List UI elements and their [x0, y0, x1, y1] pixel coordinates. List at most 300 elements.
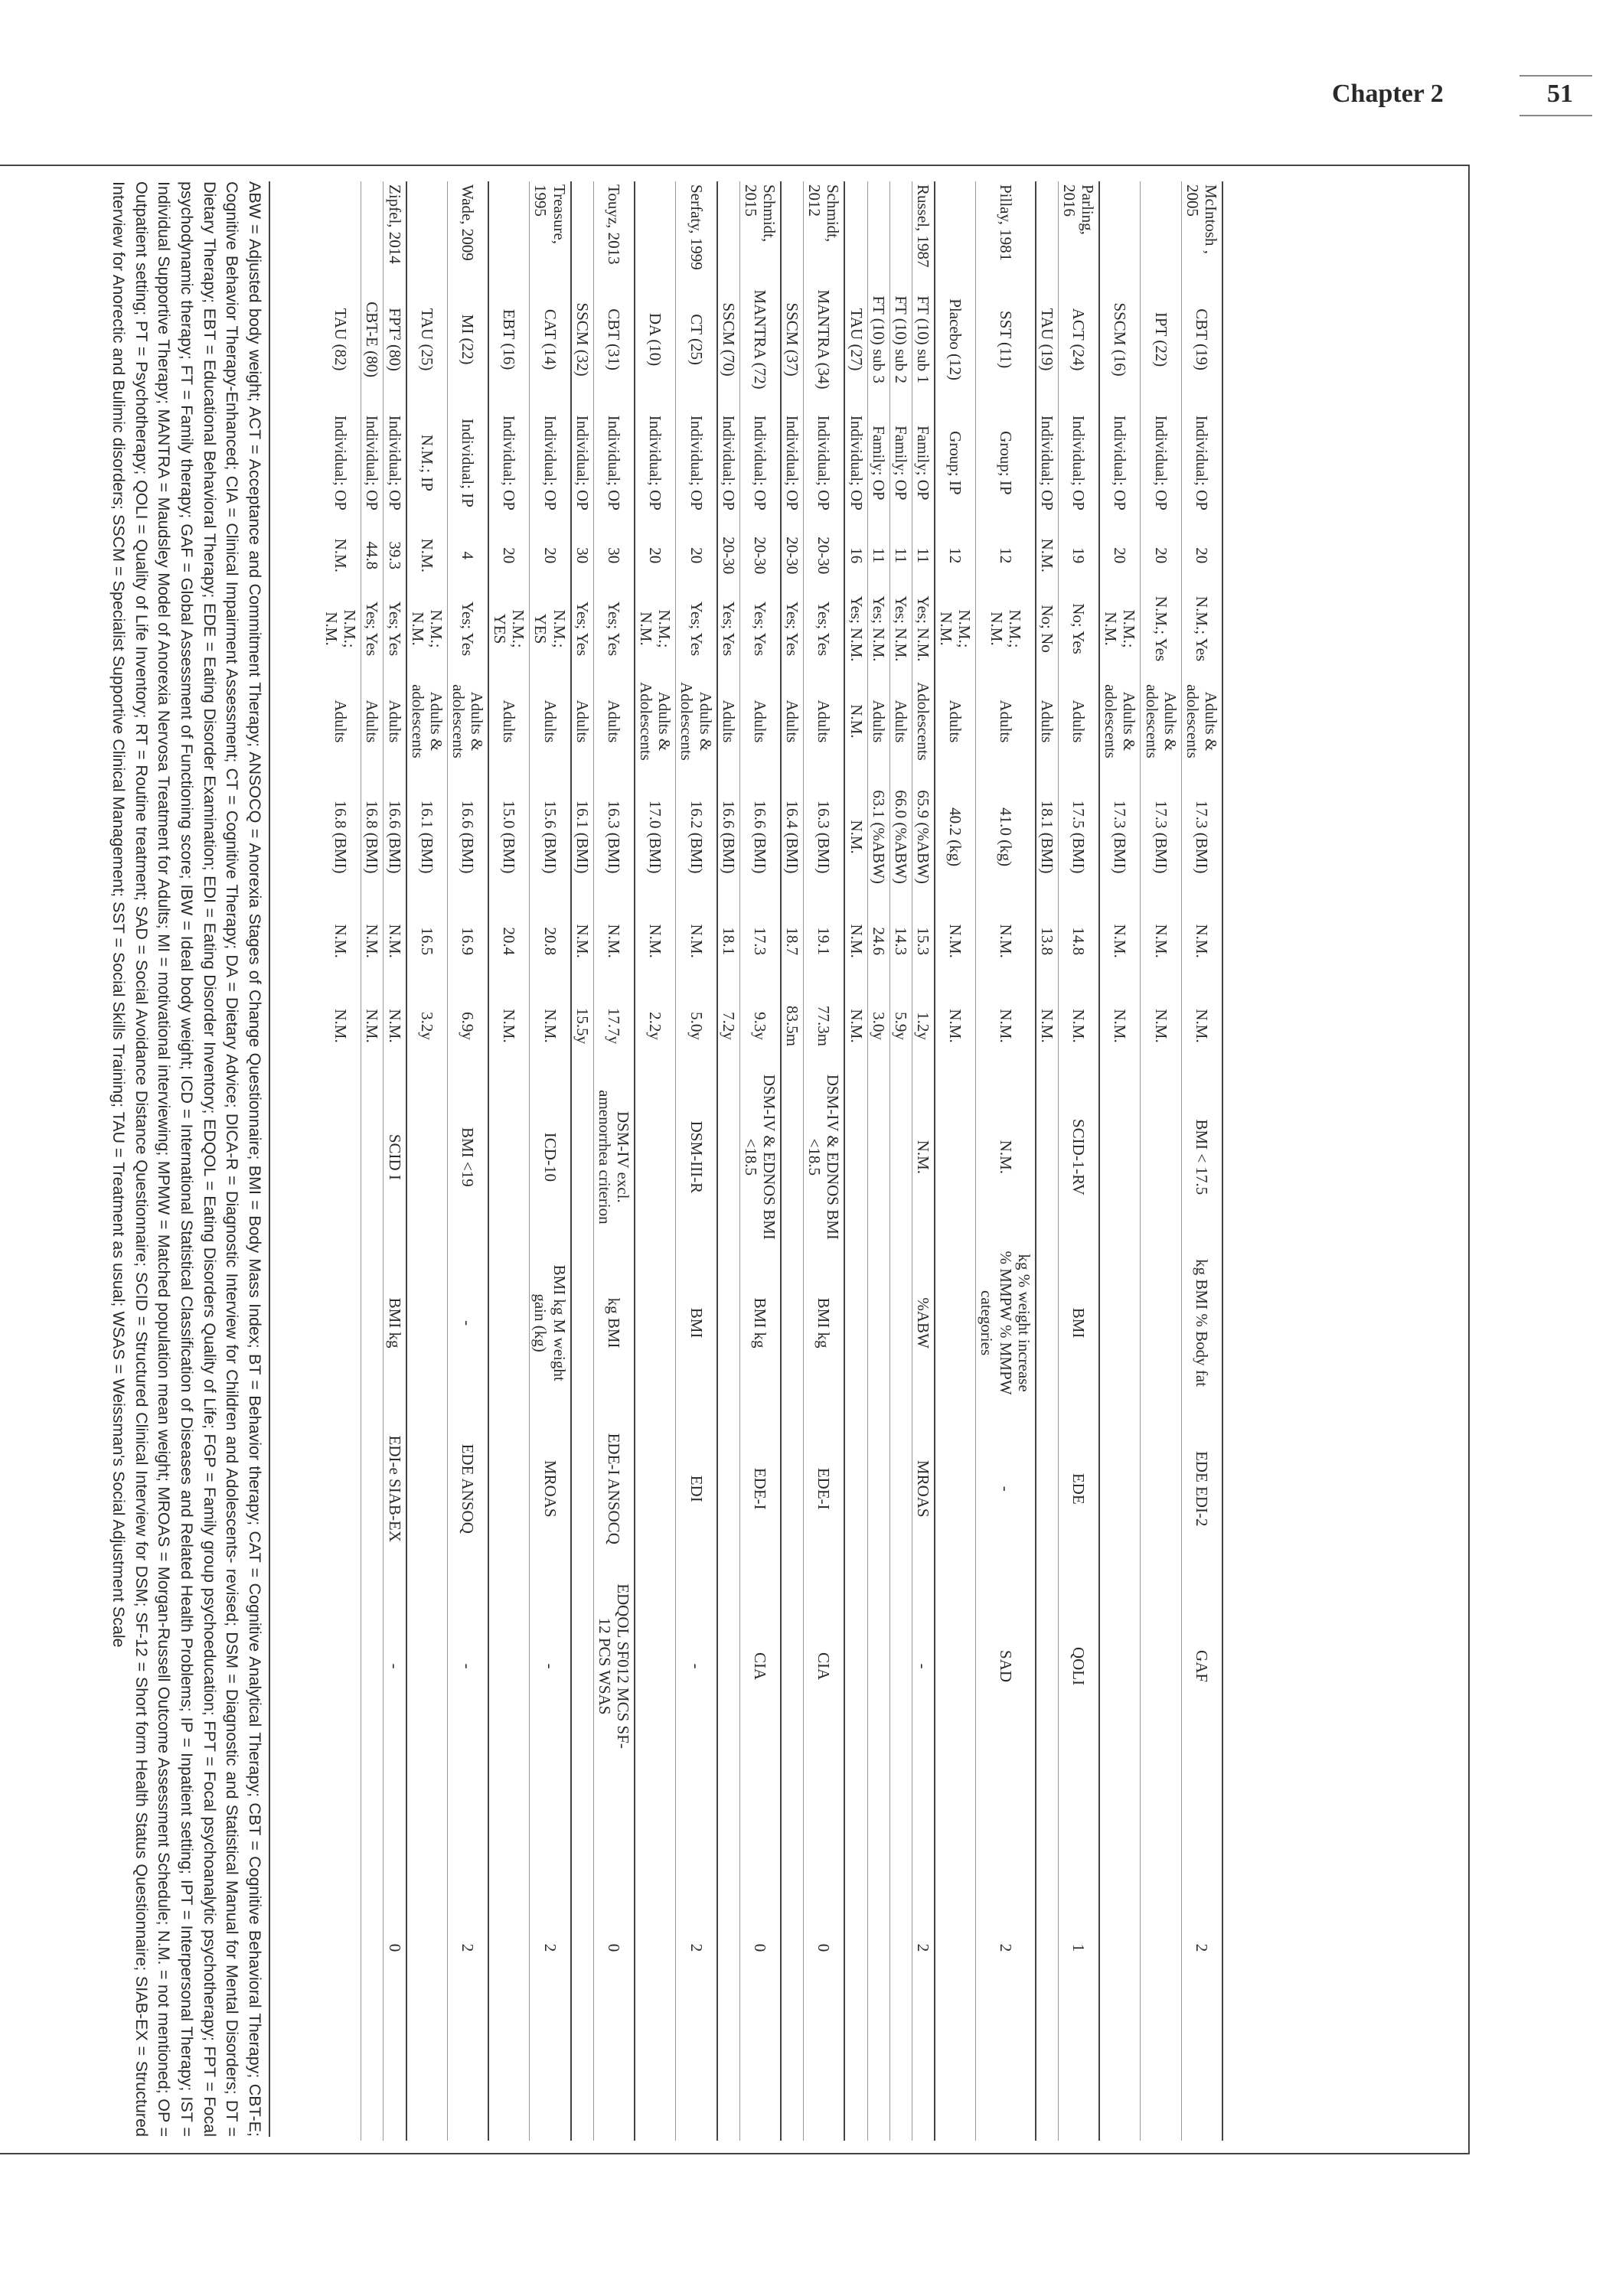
cell-sd: 19.1 [804, 899, 845, 983]
cell-weight-outcome [935, 1246, 976, 1401]
cell-sessions: N.M. [1036, 520, 1059, 590]
cell-followup [571, 1755, 594, 2141]
table-row [1099, 181, 1141, 2141]
cell-treatment: FT (10) sub 3 [867, 274, 889, 405]
cell-duration: 3.0y [867, 983, 889, 1068]
cell-weight-outcome [1141, 1246, 1181, 1401]
cell-format-setting: Family; OP [889, 405, 912, 520]
cell-study [844, 181, 867, 274]
cell-study: Zipfel, 2014 [384, 181, 406, 274]
cell-study [781, 181, 804, 274]
cell-psych-outcome [889, 1577, 912, 1755]
cell-duration: N.M. [844, 983, 867, 1068]
cell-baseline-weight: 16.1 (BMI) [406, 775, 448, 899]
cell-format-setting: Individual; OP [1036, 405, 1059, 520]
cell-duration: N.M. [976, 983, 1036, 1068]
cell-study: Treasure, 1995 [530, 181, 571, 274]
cell-ed-outcome [717, 1400, 740, 1577]
cell-weight-outcome [1036, 1246, 1059, 1401]
cell-followup [781, 1755, 804, 2141]
cell-weight-outcome [635, 1246, 676, 1401]
cell-baseline-weight: 17.3 (BMI) [1099, 775, 1141, 899]
cell-adherence: Yes; Yes [676, 590, 717, 667]
cell-psych-outcome [1036, 1577, 1059, 1755]
cell-sd: N.M. [384, 899, 406, 983]
cell-followup: 0 [593, 1755, 635, 2141]
table-row [804, 181, 845, 2141]
cell-study: Schmidt, 2012 [804, 181, 845, 274]
cell-format-setting: Individual; OP [844, 405, 867, 520]
cell-study [1036, 181, 1059, 274]
table-row [321, 181, 361, 2141]
table-row [530, 181, 571, 2141]
cell-followup [1099, 1755, 1141, 2141]
cell-sessions: N.M. [321, 520, 361, 590]
cell-psych-outcome: CIA [739, 1577, 781, 1755]
cell-duration: 83.5m [781, 983, 804, 1068]
cell-duration: 15.5y [571, 983, 594, 1068]
cell-format-setting: Individual; OP [1099, 405, 1141, 520]
cell-sessions: 30 [593, 520, 635, 590]
cell-study [867, 181, 889, 274]
cell-adherence: No; No [1036, 590, 1059, 667]
cell-sessions: 12 [935, 520, 976, 590]
cell-duration: N.M. [361, 983, 384, 1068]
cell-psych-outcome: - [676, 1577, 717, 1755]
cell-sessions: 20 [1181, 520, 1222, 590]
cell-duration: 5.9y [889, 983, 912, 1068]
table-body [321, 181, 1222, 2141]
cell-ed-outcome: EDE [1058, 1400, 1099, 1577]
cell-sessions: 11 [889, 520, 912, 590]
cell-psych-outcome [406, 1577, 448, 1755]
cell-adherence: N.M.; N.M. [406, 590, 448, 667]
cell-weight-outcome: BMI [1058, 1246, 1099, 1401]
cell-sd: N.M. [571, 899, 594, 983]
cell-sessions: 20-30 [739, 520, 781, 590]
cell-age-group: Adults & adolescents [1099, 667, 1141, 775]
cell-psych-outcome: - [447, 1577, 488, 1755]
cell-study [635, 181, 676, 274]
cell-treatment: SST (11) [976, 274, 1036, 405]
cell-adherence: N.M.; YES [488, 590, 530, 667]
cell-sessions: 20 [676, 520, 717, 590]
cell-followup [717, 1755, 740, 2141]
cell-duration: N.M. [530, 983, 571, 1068]
cell-baseline-weight: 16.6 (BMI) [384, 775, 406, 899]
cell-duration: N.M. [1141, 983, 1181, 1068]
cell-adherence: N.M.; Yes [1141, 590, 1181, 667]
cell-followup: 2 [530, 1755, 571, 2141]
cell-duration: 1.2y [912, 983, 935, 1068]
cell-baseline-weight: 18.1 (BMI) [1036, 775, 1059, 899]
cell-diagnosis: DSM-IV excl. amenorrhea criterion [593, 1068, 635, 1246]
cell-sd: N.M. [1099, 899, 1141, 983]
cell-age-group: Adults [889, 667, 912, 775]
chapter-label: Chapter 2 [1332, 80, 1444, 108]
cell-followup: 0 [804, 1755, 845, 2141]
cell-format-setting: Individual; OP [717, 405, 740, 520]
cell-treatment: ACT (24) [1058, 274, 1099, 405]
cell-psych-outcome: GAF [1181, 1577, 1222, 1755]
cell-treatment: SSCM (37) [781, 274, 804, 405]
cell-sessions: 11 [867, 520, 889, 590]
cell-study: Russel, 1987 [912, 181, 935, 274]
cell-ed-outcome [1099, 1400, 1141, 1577]
cell-diagnosis: ICD-10 [530, 1068, 571, 1246]
cell-followup: 2 [1181, 1755, 1222, 2141]
cell-sessions: 20 [635, 520, 676, 590]
cell-adherence: No; Yes [1058, 590, 1099, 667]
cell-followup [1036, 1755, 1059, 2141]
cell-age-group: Adults [488, 667, 530, 775]
table-row [361, 181, 384, 2141]
cell-adherence: Yes; N.M. [844, 590, 867, 667]
cell-weight-outcome: - [447, 1246, 488, 1401]
cell-diagnosis [935, 1068, 976, 1246]
cell-format-setting: Individual; OP [804, 405, 845, 520]
cell-psych-outcome [488, 1577, 530, 1755]
table-row [406, 181, 448, 2141]
cell-format-setting: Individual; OP [1181, 405, 1222, 520]
cell-diagnosis: BMI <19 [447, 1068, 488, 1246]
cell-ed-outcome [571, 1400, 594, 1577]
cell-age-group: Adolescents [912, 667, 935, 775]
cell-study [717, 181, 740, 274]
cell-ed-outcome: MROAS [912, 1400, 935, 1577]
cell-ed-outcome [889, 1400, 912, 1577]
cell-format-setting: Group; IP [935, 405, 976, 520]
cell-format-setting: Family; OP [912, 405, 935, 520]
cell-adherence: N.M.; N.M. [935, 590, 976, 667]
cell-adherence: Yes; Yes [739, 590, 781, 667]
cell-age-group: Adults [781, 667, 804, 775]
cell-duration: 7.2y [717, 983, 740, 1068]
table-row [739, 181, 781, 2141]
table-row [912, 181, 935, 2141]
cell-duration: N.M. [1058, 983, 1099, 1068]
cell-followup [1141, 1755, 1181, 2141]
cell-format-setting: Individual; OP [1141, 405, 1181, 520]
cell-age-group: Adults [1036, 667, 1059, 775]
cell-diagnosis [1099, 1068, 1141, 1246]
cell-baseline-weight: 17.5 (BMI) [1058, 775, 1099, 899]
cell-treatment: MANTRA (34) [804, 274, 845, 405]
cell-weight-outcome [1099, 1246, 1141, 1401]
table-row [384, 181, 406, 2141]
cell-diagnosis [1036, 1068, 1059, 1246]
cell-format-setting: Individual; OP [1058, 405, 1099, 520]
cell-weight-outcome [867, 1246, 889, 1401]
cell-duration: N.M. [488, 983, 530, 1068]
cell-weight-outcome [488, 1246, 530, 1401]
cell-followup [361, 1755, 384, 2141]
table-row [717, 181, 740, 2141]
cell-sd: 20.4 [488, 899, 530, 983]
cell-duration: N.M. [935, 983, 976, 1068]
cell-study [488, 181, 530, 274]
cell-format-setting: Individual; OP [781, 405, 804, 520]
cell-duration: 2.2y [635, 983, 676, 1068]
cell-treatment: IPT (22) [1141, 274, 1181, 405]
table-row [1181, 181, 1222, 2141]
cell-study: Parling, 2016 [1058, 181, 1099, 274]
cell-diagnosis: N.M. [976, 1068, 1036, 1246]
cell-format-setting: Individual; OP [676, 405, 717, 520]
cell-age-group: Adults [935, 667, 976, 775]
cell-treatment: Placebo (12) [935, 274, 976, 405]
cell-treatment: CBT (31) [593, 274, 635, 405]
cell-study: Pillay, 1981 [976, 181, 1036, 274]
table-row [976, 181, 1036, 2141]
table-row [676, 181, 717, 2141]
cell-study [935, 181, 976, 274]
cell-age-group: Adults [804, 667, 845, 775]
cell-study [889, 181, 912, 274]
cell-diagnosis [717, 1068, 740, 1246]
cell-treatment: SSCM (16) [1099, 274, 1141, 405]
cell-study [1141, 181, 1181, 274]
cell-ed-outcome [1141, 1400, 1181, 1577]
cell-format-setting: Individual; OP [530, 405, 571, 520]
cell-ed-outcome: EDE-I [804, 1400, 845, 1577]
page-number: 51 [1547, 80, 1573, 108]
cell-adherence: N.M.; N.M. [1099, 590, 1141, 667]
cell-sessions: 16 [844, 520, 867, 590]
cell-followup: 2 [912, 1755, 935, 2141]
table-row [1058, 181, 1099, 2141]
cell-treatment: CBT-E (80) [361, 274, 384, 405]
cell-followup: 1 [1058, 1755, 1099, 2141]
cell-adherence: N.M.; Yes [1181, 590, 1222, 667]
cell-study: McIntosh , 2005 [1181, 181, 1222, 274]
cell-treatment: FT (10) sub 1 [912, 274, 935, 405]
cell-weight-outcome [889, 1246, 912, 1401]
cell-format-setting: Individual; OP [384, 405, 406, 520]
cell-followup: 0 [384, 1755, 406, 2141]
cell-psych-outcome [717, 1577, 740, 1755]
cell-sd: N.M. [361, 899, 384, 983]
cell-age-group: Adults [717, 667, 740, 775]
cell-treatment: DA (10) [635, 274, 676, 405]
cell-adherence: Yes; Yes [804, 590, 845, 667]
cell-treatment: EBT (16) [488, 274, 530, 405]
cell-format-setting: Individual; OP [593, 405, 635, 520]
cell-age-group: Adults [530, 667, 571, 775]
cell-weight-outcome [361, 1246, 384, 1401]
cell-adherence: Yes; N.M. [867, 590, 889, 667]
cell-duration: 17.7y [593, 983, 635, 1068]
cell-psych-outcome: EDQOL SF012 MCS SF-12 PCS WSAS [593, 1577, 635, 1755]
cell-baseline-weight: 16.6 (BMI) [447, 775, 488, 899]
cell-sessions: 20 [1099, 520, 1141, 590]
cell-psych-outcome [844, 1577, 867, 1755]
header-rule-bottom [1519, 115, 1592, 116]
cell-adherence: N.M.; N.M. [321, 590, 361, 667]
cell-format-setting: Individual; OP [361, 405, 384, 520]
cell-psych-outcome [1141, 1577, 1181, 1755]
cell-sd: N.M. [321, 899, 361, 983]
cell-age-group: Adults [593, 667, 635, 775]
cell-psych-outcome: - [384, 1577, 406, 1755]
cell-baseline-weight: 16.6 (BMI) [739, 775, 781, 899]
cell-sd: N.M. [676, 899, 717, 983]
cell-diagnosis [406, 1068, 448, 1246]
header-rule-top [1519, 75, 1592, 77]
cell-duration: N.M. [384, 983, 406, 1068]
table-row [447, 181, 488, 2141]
cell-treatment: SSCM (32) [571, 274, 594, 405]
cell-weight-outcome [781, 1246, 804, 1401]
cell-baseline-weight: 16.3 (BMI) [593, 775, 635, 899]
table-row [571, 181, 594, 2141]
cell-weight-outcome: kg BMI [593, 1246, 635, 1401]
cell-psych-outcome [571, 1577, 594, 1755]
cell-sd: 24.6 [867, 899, 889, 983]
cell-baseline-weight: 15.0 (BMI) [488, 775, 530, 899]
cell-sd: N.M. [1141, 899, 1181, 983]
table-row [844, 181, 867, 2141]
cell-duration: N.M. [1181, 983, 1222, 1068]
cell-psych-outcome [867, 1577, 889, 1755]
cell-sessions: N.M. [406, 520, 448, 590]
cell-psych-outcome [635, 1577, 676, 1755]
cell-baseline-weight: 17.3 (BMI) [1181, 775, 1222, 899]
cell-ed-outcome: EDI [676, 1400, 717, 1577]
cell-diagnosis [889, 1068, 912, 1246]
cell-adherence: Yes; N.M. [889, 590, 912, 667]
cell-format-setting: Individual; IP [447, 405, 488, 520]
cell-diagnosis: DSM-IV & EDNOS BMI <18.5 [739, 1068, 781, 1246]
cell-treatment: MANTRA (72) [739, 274, 781, 405]
cell-treatment: CT (25) [676, 274, 717, 405]
cell-sessions: 20 [530, 520, 571, 590]
cell-followup [889, 1755, 912, 2141]
cell-study: Touyz, 2013 [593, 181, 635, 274]
cell-ed-outcome [935, 1400, 976, 1577]
cell-adherence: Yes; Yes [361, 590, 384, 667]
cell-age-group: Adults [321, 667, 361, 775]
cell-followup: 0 [739, 1755, 781, 2141]
cell-baseline-weight: 15.6 (BMI) [530, 775, 571, 899]
cell-followup [488, 1755, 530, 2141]
table-row [635, 181, 676, 2141]
cell-age-group: Adults [361, 667, 384, 775]
cell-sd: 14.8 [1058, 899, 1099, 983]
cell-ed-outcome [781, 1400, 804, 1577]
cell-ed-outcome [406, 1400, 448, 1577]
cell-sd: N.M. [593, 899, 635, 983]
cell-sd: 18.1 [717, 899, 740, 983]
cell-diagnosis [361, 1068, 384, 1246]
cell-weight-outcome [571, 1246, 594, 1401]
cell-followup [844, 1755, 867, 2141]
cell-age-group: Adults & adolescents [1181, 667, 1222, 775]
cell-sd: 14.3 [889, 899, 912, 983]
cell-duration: N.M. [1099, 983, 1141, 1068]
cell-adherence: Yes; Yes [717, 590, 740, 667]
cell-adherence: Yes; Yes [593, 590, 635, 667]
cell-sessions: 20 [1141, 520, 1181, 590]
cell-duration: 5.0y [676, 983, 717, 1068]
cell-sd: N.M. [935, 899, 976, 983]
cell-diagnosis [321, 1068, 361, 1246]
cell-diagnosis [571, 1068, 594, 1246]
cell-sd: 13.8 [1036, 899, 1059, 983]
table-row [1141, 181, 1181, 2141]
table-row [935, 181, 976, 2141]
cell-age-group: Adults [571, 667, 594, 775]
cell-ed-outcome [844, 1400, 867, 1577]
cell-followup [406, 1755, 448, 2141]
cell-ed-outcome [321, 1400, 361, 1577]
cell-diagnosis [844, 1068, 867, 1246]
cell-format-setting: Group; IP [976, 405, 1036, 520]
cell-weight-outcome: %ABW [912, 1246, 935, 1401]
cell-format-setting: Individual; OP [488, 405, 530, 520]
cell-baseline-weight: 66.0 (%ABW) [889, 775, 912, 899]
cell-sd: N.M. [844, 899, 867, 983]
cell-sessions: 44.8 [361, 520, 384, 590]
cell-diagnosis: DSM-III-R [676, 1068, 717, 1246]
cell-sessions: 4 [447, 520, 488, 590]
cell-sd: 18.7 [781, 899, 804, 983]
cell-baseline-weight: 16.2 (BMI) [676, 775, 717, 899]
cell-weight-outcome: kg BMI % Body fat [1181, 1246, 1222, 1401]
cell-treatment: FPT² (80) [384, 274, 406, 405]
cell-ed-outcome [867, 1400, 889, 1577]
cell-baseline-weight: 17.3 (BMI) [1141, 775, 1181, 899]
cell-sd: N.M. [635, 899, 676, 983]
cell-age-group: Adults & adolescents [406, 667, 448, 775]
table-row [889, 181, 912, 2141]
cell-ed-outcome: EDE ANSOQ [447, 1400, 488, 1577]
cell-diagnosis [867, 1068, 889, 1246]
cell-psych-outcome [1099, 1577, 1141, 1755]
cell-treatment: FT (10) sub 2 [889, 274, 912, 405]
cell-age-group: Adults & adolescents [447, 667, 488, 775]
cell-ed-outcome [488, 1400, 530, 1577]
cell-sessions: 12 [976, 520, 1036, 590]
cell-treatment: MI (22) [447, 274, 488, 405]
cell-sessions: 20-30 [804, 520, 845, 590]
cell-sessions: 20-30 [717, 520, 740, 590]
cell-age-group: Adults [867, 667, 889, 775]
cell-baseline-weight: 16.3 (BMI) [804, 775, 845, 899]
cell-weight-outcome: BMI kg [804, 1246, 845, 1401]
cell-ed-outcome: EDE-I ANSOCQ [593, 1400, 635, 1577]
cell-sd: 20.8 [530, 899, 571, 983]
cell-ed-outcome [635, 1400, 676, 1577]
cell-psych-outcome [935, 1577, 976, 1755]
cell-diagnosis: SCID-1-RV [1058, 1068, 1099, 1246]
cell-treatment: TAU (27) [844, 274, 867, 405]
studies-table [321, 181, 1223, 2141]
cell-psych-outcome: CIA [804, 1577, 845, 1755]
cell-ed-outcome: EDE EDI-2 [1181, 1400, 1222, 1577]
cell-baseline-weight: 16.8 (BMI) [361, 775, 384, 899]
cell-ed-outcome [361, 1400, 384, 1577]
cell-study [571, 181, 594, 274]
cell-sd: 17.3 [739, 899, 781, 983]
cell-psych-outcome [321, 1577, 361, 1755]
cell-ed-outcome [1036, 1400, 1059, 1577]
cell-psych-outcome: QOLI [1058, 1577, 1099, 1755]
rotated-table-region [0, 166, 1468, 2153]
cell-weight-outcome [321, 1246, 361, 1401]
cell-baseline-weight: 16.6 (BMI) [717, 775, 740, 899]
cell-sd: 15.3 [912, 899, 935, 983]
